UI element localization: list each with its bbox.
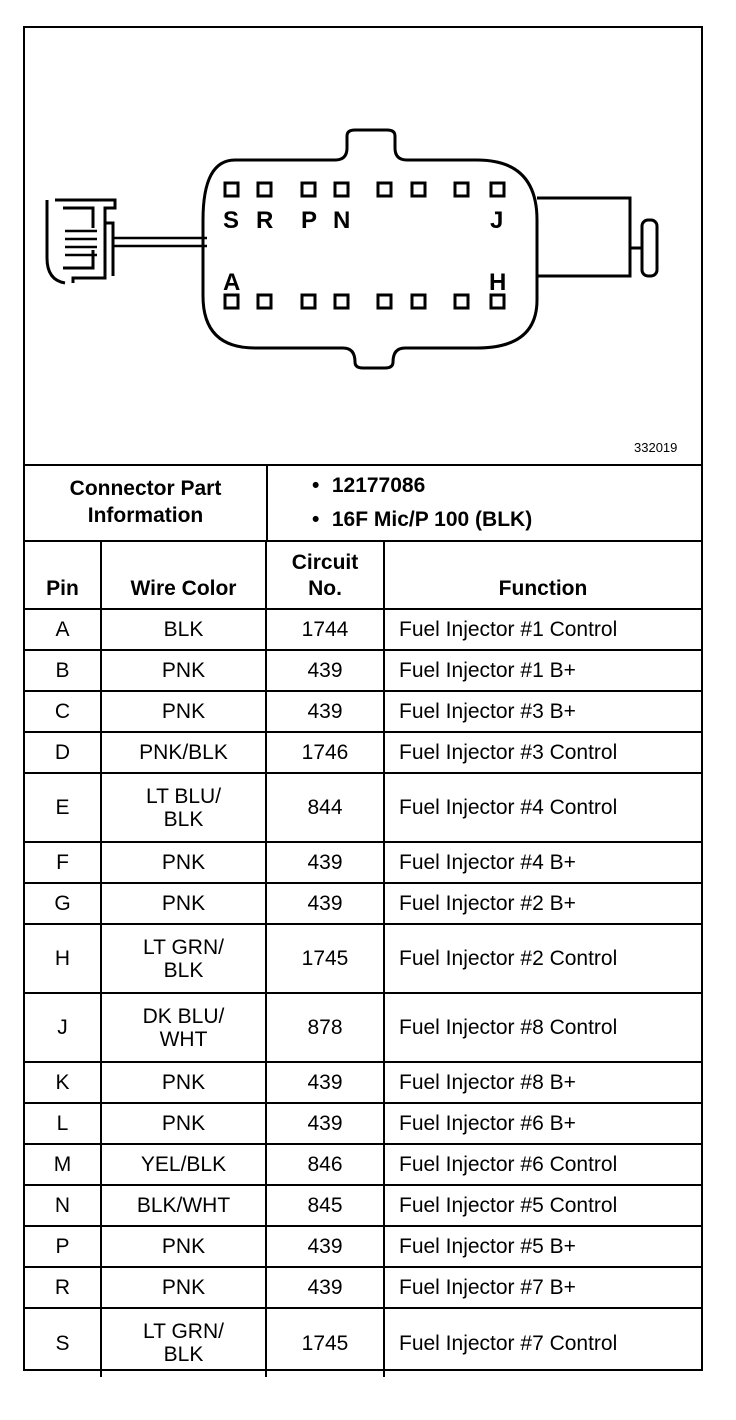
wire-color-line2: WHT [159,1027,208,1051]
connector-body-outline [203,130,537,368]
function-cell: Fuel Injector #7 B+ [384,1267,701,1308]
wire-color-cell [101,993,266,1062]
wire-color-line1: PNK [161,851,206,874]
wire-color-line1: BLK [163,618,204,641]
wire-color-cell [101,1062,266,1103]
terminal-cavity [378,183,391,196]
harness-clip-body [55,200,115,283]
header-pin: Pin [25,541,101,609]
wire-color-cell [101,1308,266,1377]
wire-color-cell [101,650,266,691]
wire-color-line1: PNK [161,700,206,723]
function-cell: Fuel Injector #2 B+ [384,883,701,924]
pin-cell: S [25,1308,101,1377]
wire-color-line1: PNK [161,1276,206,1299]
table-row [25,1226,701,1267]
function-cell: Fuel Injector #8 B+ [384,1062,701,1103]
terminal-cavity [258,183,271,196]
circuit-no-cell: 439 [266,1226,384,1267]
pin-cell: M [25,1144,101,1185]
circuit-no-cell: 844 [266,773,384,842]
function-cell: Fuel Injector #3 Control [384,732,701,773]
wire-color-line1: PNK [161,1071,206,1094]
terminal-cavity [335,183,348,196]
table-row [25,924,701,993]
connector-type: 16F Mic/P 100 (BLK) [331,508,533,531]
header-function: Function [384,541,701,609]
wire-color-cell [101,773,266,842]
wire-color-cell [101,842,266,883]
bullet-icon: • [312,474,320,497]
circuit-no-cell: 845 [266,1185,384,1226]
pin-cell: P [25,1226,101,1267]
harness-clip-outer [47,200,65,283]
wire-color-line1: PNK/BLK [139,741,228,764]
pin-cell: B [25,650,101,691]
function-cell: Fuel Injector #2 Control [384,924,701,993]
table-row [25,1308,701,1377]
function-cell: Fuel Injector #4 B+ [384,842,701,883]
table-row [25,883,701,924]
terminal-cavity [455,295,468,308]
circuit-no-cell: 1745 [266,924,384,993]
terminal-cavity [455,183,468,196]
pin-cell: H [25,924,101,993]
wire-color-cell [101,1144,266,1185]
terminal-cavity [335,295,348,308]
terminal-cavity [302,183,315,196]
part-info-label [25,464,268,540]
pin-cell: J [25,993,101,1062]
header-wire-color: Wire Color [101,541,266,609]
function-cell: Fuel Injector #3 B+ [384,691,701,732]
connector-diagram [25,28,701,466]
figure-number: 332019 [634,440,678,455]
circuit-no-cell: 439 [266,1062,384,1103]
wire-color-cell [101,691,266,732]
function-cell: Fuel Injector #1 Control [384,609,701,650]
function-cell: Fuel Injector #1 B+ [384,650,701,691]
pin-table-header [25,541,701,609]
circuit-no-cell: 1746 [266,732,384,773]
function-cell: Fuel Injector #7 Control [384,1308,701,1377]
pin-table [25,540,701,1377]
part-info-label-line1: Connector Part [69,477,222,500]
wire-color-line1: DK BLU/ [142,1004,225,1028]
wire-color-line2: BLK [163,807,204,831]
table-row [25,1062,701,1103]
function-cell: Fuel Injector #5 Control [384,1185,701,1226]
part-info-label-line2: Information [87,504,204,527]
header-circuit-line2: No. [308,577,342,600]
table-row [25,650,701,691]
terminal-cavity [412,295,425,308]
bullet-icon: • [312,508,320,531]
function-cell: Fuel Injector #6 B+ [384,1103,701,1144]
circuit-no-cell: 439 [266,1267,384,1308]
wire-color-line1: LT GRN/ [143,935,224,959]
wire-color-cell [101,1103,266,1144]
wire-color-cell [101,609,266,650]
terminal-cavity [412,183,425,196]
pin-cell: K [25,1062,101,1103]
terminal-cavity [302,295,315,308]
terminal-cavity [491,183,504,196]
bottom-terminal-row [225,295,504,308]
connector-drawing [25,28,701,464]
terminal-cavity [225,295,238,308]
function-cell: Fuel Injector #4 Control [384,773,701,842]
table-row [25,1144,701,1185]
wire-color-line1: PNK [161,1235,206,1258]
connector-type-line [312,508,532,532]
circuit-no-cell: 439 [266,1103,384,1144]
terminal-cavity [225,183,238,196]
wire-color-line1: YEL/BLK [140,1153,227,1176]
function-cell: Fuel Injector #8 Control [384,993,701,1062]
wire-color-cell [101,883,266,924]
table-row [25,609,701,650]
circuit-no-cell: 439 [266,842,384,883]
table-row [25,732,701,773]
wire-color-cell [101,924,266,993]
wire-color-cell [101,1185,266,1226]
terminal-cavity [258,295,271,308]
pin-label-n: N [333,207,351,234]
circuit-no-cell: 878 [266,993,384,1062]
pin-label-r: R [256,207,274,234]
pin-cell: D [25,732,101,773]
pin-cell: F [25,842,101,883]
pin-label-h: H [489,269,507,296]
wire-color-line2: BLK [163,1343,204,1366]
wire-color-cell [101,1226,266,1267]
table-row [25,993,701,1062]
table-row [25,1185,701,1226]
pin-cell: N [25,1185,101,1226]
wire-color-line1: LT BLU/ [145,784,222,808]
pin-cell: G [25,883,101,924]
table-row [25,691,701,732]
pin-cell: A [25,609,101,650]
pin-label-j: J [490,207,504,234]
terminal-cavity [378,295,391,308]
circuit-no-cell: 439 [266,650,384,691]
part-number: 12177086 [331,474,426,497]
pin-cell: L [25,1103,101,1144]
table-row [25,773,701,842]
wire-color-line1: PNK [161,659,206,682]
part-info-values [268,464,701,540]
wire-color-line1: BLK/WHT [136,1194,231,1217]
function-cell: Fuel Injector #5 B+ [384,1226,701,1267]
lock-tab [642,220,657,276]
wire-color-line1: LT GRN/ [143,1320,224,1343]
table-row [25,842,701,883]
top-terminal-row [225,183,504,196]
table-row [25,1267,701,1308]
pin-label-a: A [223,269,241,296]
circuit-no-cell: 439 [266,883,384,924]
circuit-no-cell: 1744 [266,609,384,650]
wire-color-cell [101,1267,266,1308]
function-cell: Fuel Injector #6 Control [384,1144,701,1185]
part-number-line [312,474,425,498]
circuit-no-cell: 1745 [266,1308,384,1377]
terminal-cavity [491,295,504,308]
wire-color-line1: PNK [161,892,206,915]
connector-part-information [25,464,701,542]
pin-label-p: P [301,207,318,234]
wire-color-cell [101,732,266,773]
pin-cell: C [25,691,101,732]
header-circuit-no [266,541,384,609]
header-circuit-line1: Circuit [291,551,359,574]
pin-cell: E [25,773,101,842]
circuit-no-cell: 846 [266,1144,384,1185]
connector-end-view-frame [23,26,703,1371]
table-row [25,1103,701,1144]
pin-cell: R [25,1267,101,1308]
wire-color-line2: BLK [163,958,204,982]
pin-label-s: S [223,207,240,234]
wire-color-line1: PNK [161,1112,206,1135]
circuit-no-cell: 439 [266,691,384,732]
connector-latch-outline [537,198,630,276]
